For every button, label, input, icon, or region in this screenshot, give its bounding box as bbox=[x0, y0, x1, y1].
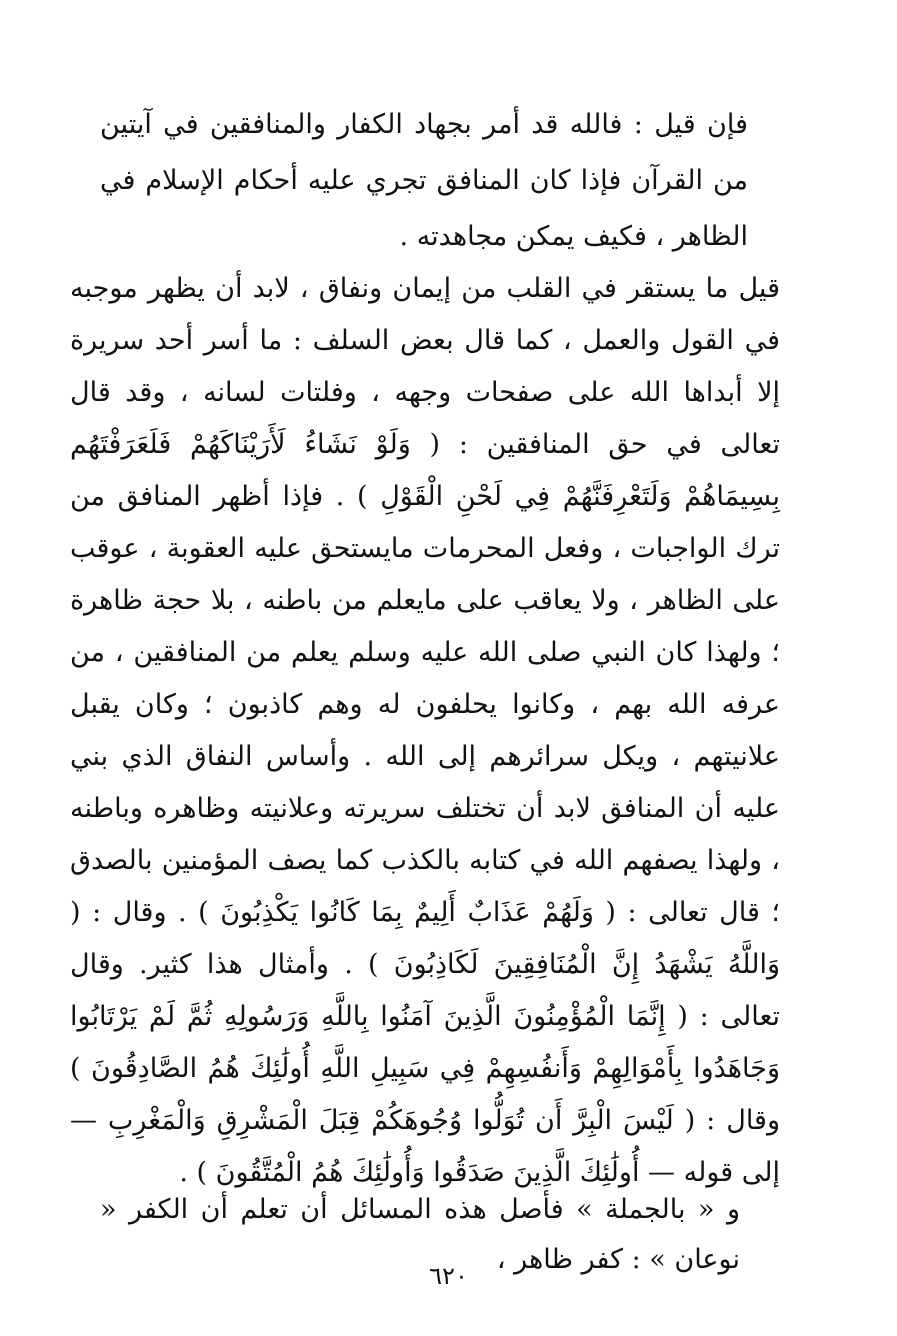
page-number: ٦٢٠ bbox=[429, 1262, 468, 1290]
question-paragraph: فإن قيل : فالله قد أمر بجهاد الكفار والمنافقين في آيتين من القرآن فإذا كان المنافق تجري عليه أحكام الإسلام في الظاهر ، فكيف يمكن مجاهدته . bbox=[100, 109, 748, 252]
answer-paragraph: قيل ما يستقر في القلب من إيمان ونفاق ، لابد أن يظهر موجبه في القول والعمل ، كما قال بعض السلف : ما أسر أحد سريرة إلا أبداها الله على صفحات وجهه ، وفلتات لسانه ، وقد قال تعالى في حق المنافقين : ( وَلَوْ نَشَاءُ لَأَرَيْنَاكَهُمْ فَلَعَرَفْتَهُم بِسِيمَاهُمْ وَلَتَعْرِفَنَّهُمْ فِي لَحْنِ الْقَوْلِ ) . فإذا أظهر المنافق من ترك الواجبات ، وفعل المحرمات مايستحق عليه العقوبة ، عوقب على الظاهر ، ولا يعاقب على مايعلم من باطنه ، بلا حجة ظاهرة ؛ ولهذا كان النبي صلى الله عليه وسلم يعلم من المنافقين ، من عرفه الله بهم ، وكانوا يحلفون له وهم كاذبون ؛ وكان يقبل علانيتهم ، ويكل سرائرهم إلى الله . وأساس النفاق الذي بني عليه أن المنافق لابد أن تختلف سريرته وعلانيته وظاهره وباطنه ، ولهذا يصفهم الله في كتابه بالكذب كما يصف المؤمنين بالصدق ؛ قال تعالى : ( وَلَهُمْ عَذَابٌ أَلِيمٌ بِمَا كَانُوا يَكْذِبُونَ ) . وقال : ( وَاللَّهُ يَشْهَدُ إِنَّ الْمُنَافِقِينَ لَكَاذِبُونَ ) . وأمثال هذا كثير. وقال تعالى : ( إِنَّمَا الْمُؤْمِنُونَ الَّذِينَ آمَنُوا بِاللَّهِ وَرَسُولِهِ ثُمَّ لَمْ يَرْتَابُوا وَجَاهَدُوا بِأَمْوَالِهِمْ وَأَنفُسِهِمْ فِي سَبِيلِ اللَّهِ أُولَٰئِكَ هُمُ الصَّادِقُونَ ) وقال : ( لَيْسَ الْبِرَّ أَن تُوَلُّوا وُجُوهَكُمْ قِبَلَ الْمَشْرِقِ وَالْمَغْرِبِ — إلى قوله — أُولَٰئِكَ الَّذِينَ صَدَقُوا وَأُولَٰئِكَ هُمُ الْمُتَّقُونَ ) . bbox=[70, 273, 780, 1188]
conclusion-paragraph: و « بالجملة » فأصل هذه المسائل أن تعلم أن الكفر « نوعان » : كفر ظاهر ، bbox=[100, 1194, 740, 1275]
